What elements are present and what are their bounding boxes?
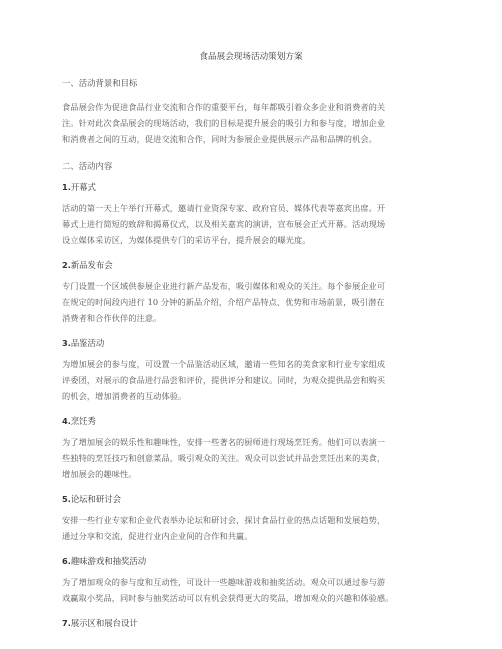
paragraph-line: 戏赢取小奖品，同时参与抽奖活动可以有机会获得更大的奖品，增加观众的兴趣和体验感。 bbox=[62, 593, 394, 603]
item-title: 新品发布会 bbox=[70, 260, 113, 270]
document-title: 食品展会现场活动策划方案 bbox=[199, 52, 303, 62]
item-paragraph-tasting bbox=[62, 356, 440, 404]
paragraph-line: 消费者和合作伙伴的注意。 bbox=[62, 313, 162, 323]
item-paragraph-launch bbox=[62, 278, 440, 326]
paragraph-line: 为了增加展会的娱乐性和趣味性，安排一些著名的厨师进行现场烹饪秀。他们可以表演一 bbox=[62, 437, 386, 447]
item-paragraph-games bbox=[62, 574, 440, 606]
paragraph-line: 评委团，对展示的食品进行品尝和评价，提供评分和建议。同时，为观众提供品尝和购买 bbox=[62, 375, 386, 385]
item-title: 开幕式 bbox=[70, 182, 96, 192]
item-title: 烹饪秀 bbox=[70, 416, 96, 426]
paragraph-line: 安排一些行业专家和企业代表举办论坛和研讨会，探讨食品行业的热点话题和发展趋势， bbox=[62, 515, 386, 525]
paragraph-line: 为了增加观众的参与度和互动性，可设计一些趣味游戏和抽奖活动。观众可以通过参与游 bbox=[62, 577, 386, 587]
item-title: 品鉴活动 bbox=[70, 338, 105, 348]
document-page bbox=[62, 52, 440, 636]
item-heading-games bbox=[62, 556, 440, 567]
paragraph-line: 通过分享和交流，促进行业内企业间的合作和共赢。 bbox=[62, 531, 253, 541]
paragraph-line: 和消费者之间的互动，促进交流和合作，同时为参展企业提供展示产品和品牌的机会。 bbox=[62, 134, 377, 144]
item-title: 论坛和研讨会 bbox=[70, 494, 122, 504]
paragraph-line: 专门设置一个区域供参展企业进行新产品发布，吸引媒体和观众的关注。每个参展企业可 bbox=[62, 281, 386, 291]
item-paragraph-forum bbox=[62, 512, 440, 544]
item-heading-tasting bbox=[62, 338, 440, 349]
item-paragraph-opening bbox=[62, 200, 440, 248]
paragraph-line: 活动的第一天上午举行开幕式，邀请行业资深专家、政府官员、媒体代表等嘉宾出席。开 bbox=[62, 203, 386, 213]
item-heading-booth-design bbox=[62, 618, 440, 629]
paragraph-line: 的机会，增加消费者的互动体验。 bbox=[62, 391, 187, 401]
item-title: 趣味游戏和抽奖活动 bbox=[70, 556, 147, 566]
item-heading-launch bbox=[62, 260, 440, 271]
section-heading-background: 一、活动背景和目标 bbox=[62, 78, 138, 88]
paragraph-line: 些独特的烹饪技巧和创意菜品，吸引观众的关注。观众可以尝试并品尝烹饪出来的美食， bbox=[62, 453, 386, 463]
paragraph-line: 设立媒体采访区，为媒体提供专门的采访平台，提升展会的曝光度。 bbox=[62, 235, 311, 245]
paragraph-line: 食品展会作为促进食品行业交流和合作的重要平台，每年都吸引着众多企业和消费者的关 bbox=[62, 102, 386, 112]
paragraph-line: 幕式上进行简短的致辞和揭幕仪式，以及相关嘉宾的演讲，宣布展会正式开幕。活动现场 bbox=[62, 219, 386, 229]
paragraph-line: 增加展会的趣味性。 bbox=[62, 469, 137, 479]
item-number: 6. bbox=[62, 556, 71, 566]
item-number: 2. bbox=[62, 260, 71, 270]
paragraph-line: 在规定的时间段内进行 10 分钟的新品介绍，介绍产品特点、优势和市场前景，吸引潜在 bbox=[62, 297, 385, 307]
item-number: 1. bbox=[62, 182, 71, 192]
item-number: 7. bbox=[62, 618, 71, 628]
paragraph-line: 为增加展会的参与度，可设置一个品鉴活动区域，邀请一些知名的美食家和行业专家组成 bbox=[62, 359, 386, 369]
item-heading-cooking bbox=[62, 416, 440, 427]
section-background-paragraph bbox=[62, 99, 440, 147]
paragraph-line: 注。针对此次食品展会的现场活动，我们的目标是提升展会的吸引力和参与度，增加企业 bbox=[62, 118, 386, 128]
item-number: 4. bbox=[62, 416, 71, 426]
item-number: 3. bbox=[62, 338, 71, 348]
item-heading-opening bbox=[62, 182, 440, 193]
item-title: 展示区和展台设计 bbox=[70, 618, 138, 628]
item-heading-forum bbox=[62, 494, 440, 505]
item-number: 5. bbox=[62, 494, 71, 504]
section-heading-content: 二、活动内容 bbox=[62, 161, 113, 171]
item-paragraph-cooking bbox=[62, 434, 440, 482]
